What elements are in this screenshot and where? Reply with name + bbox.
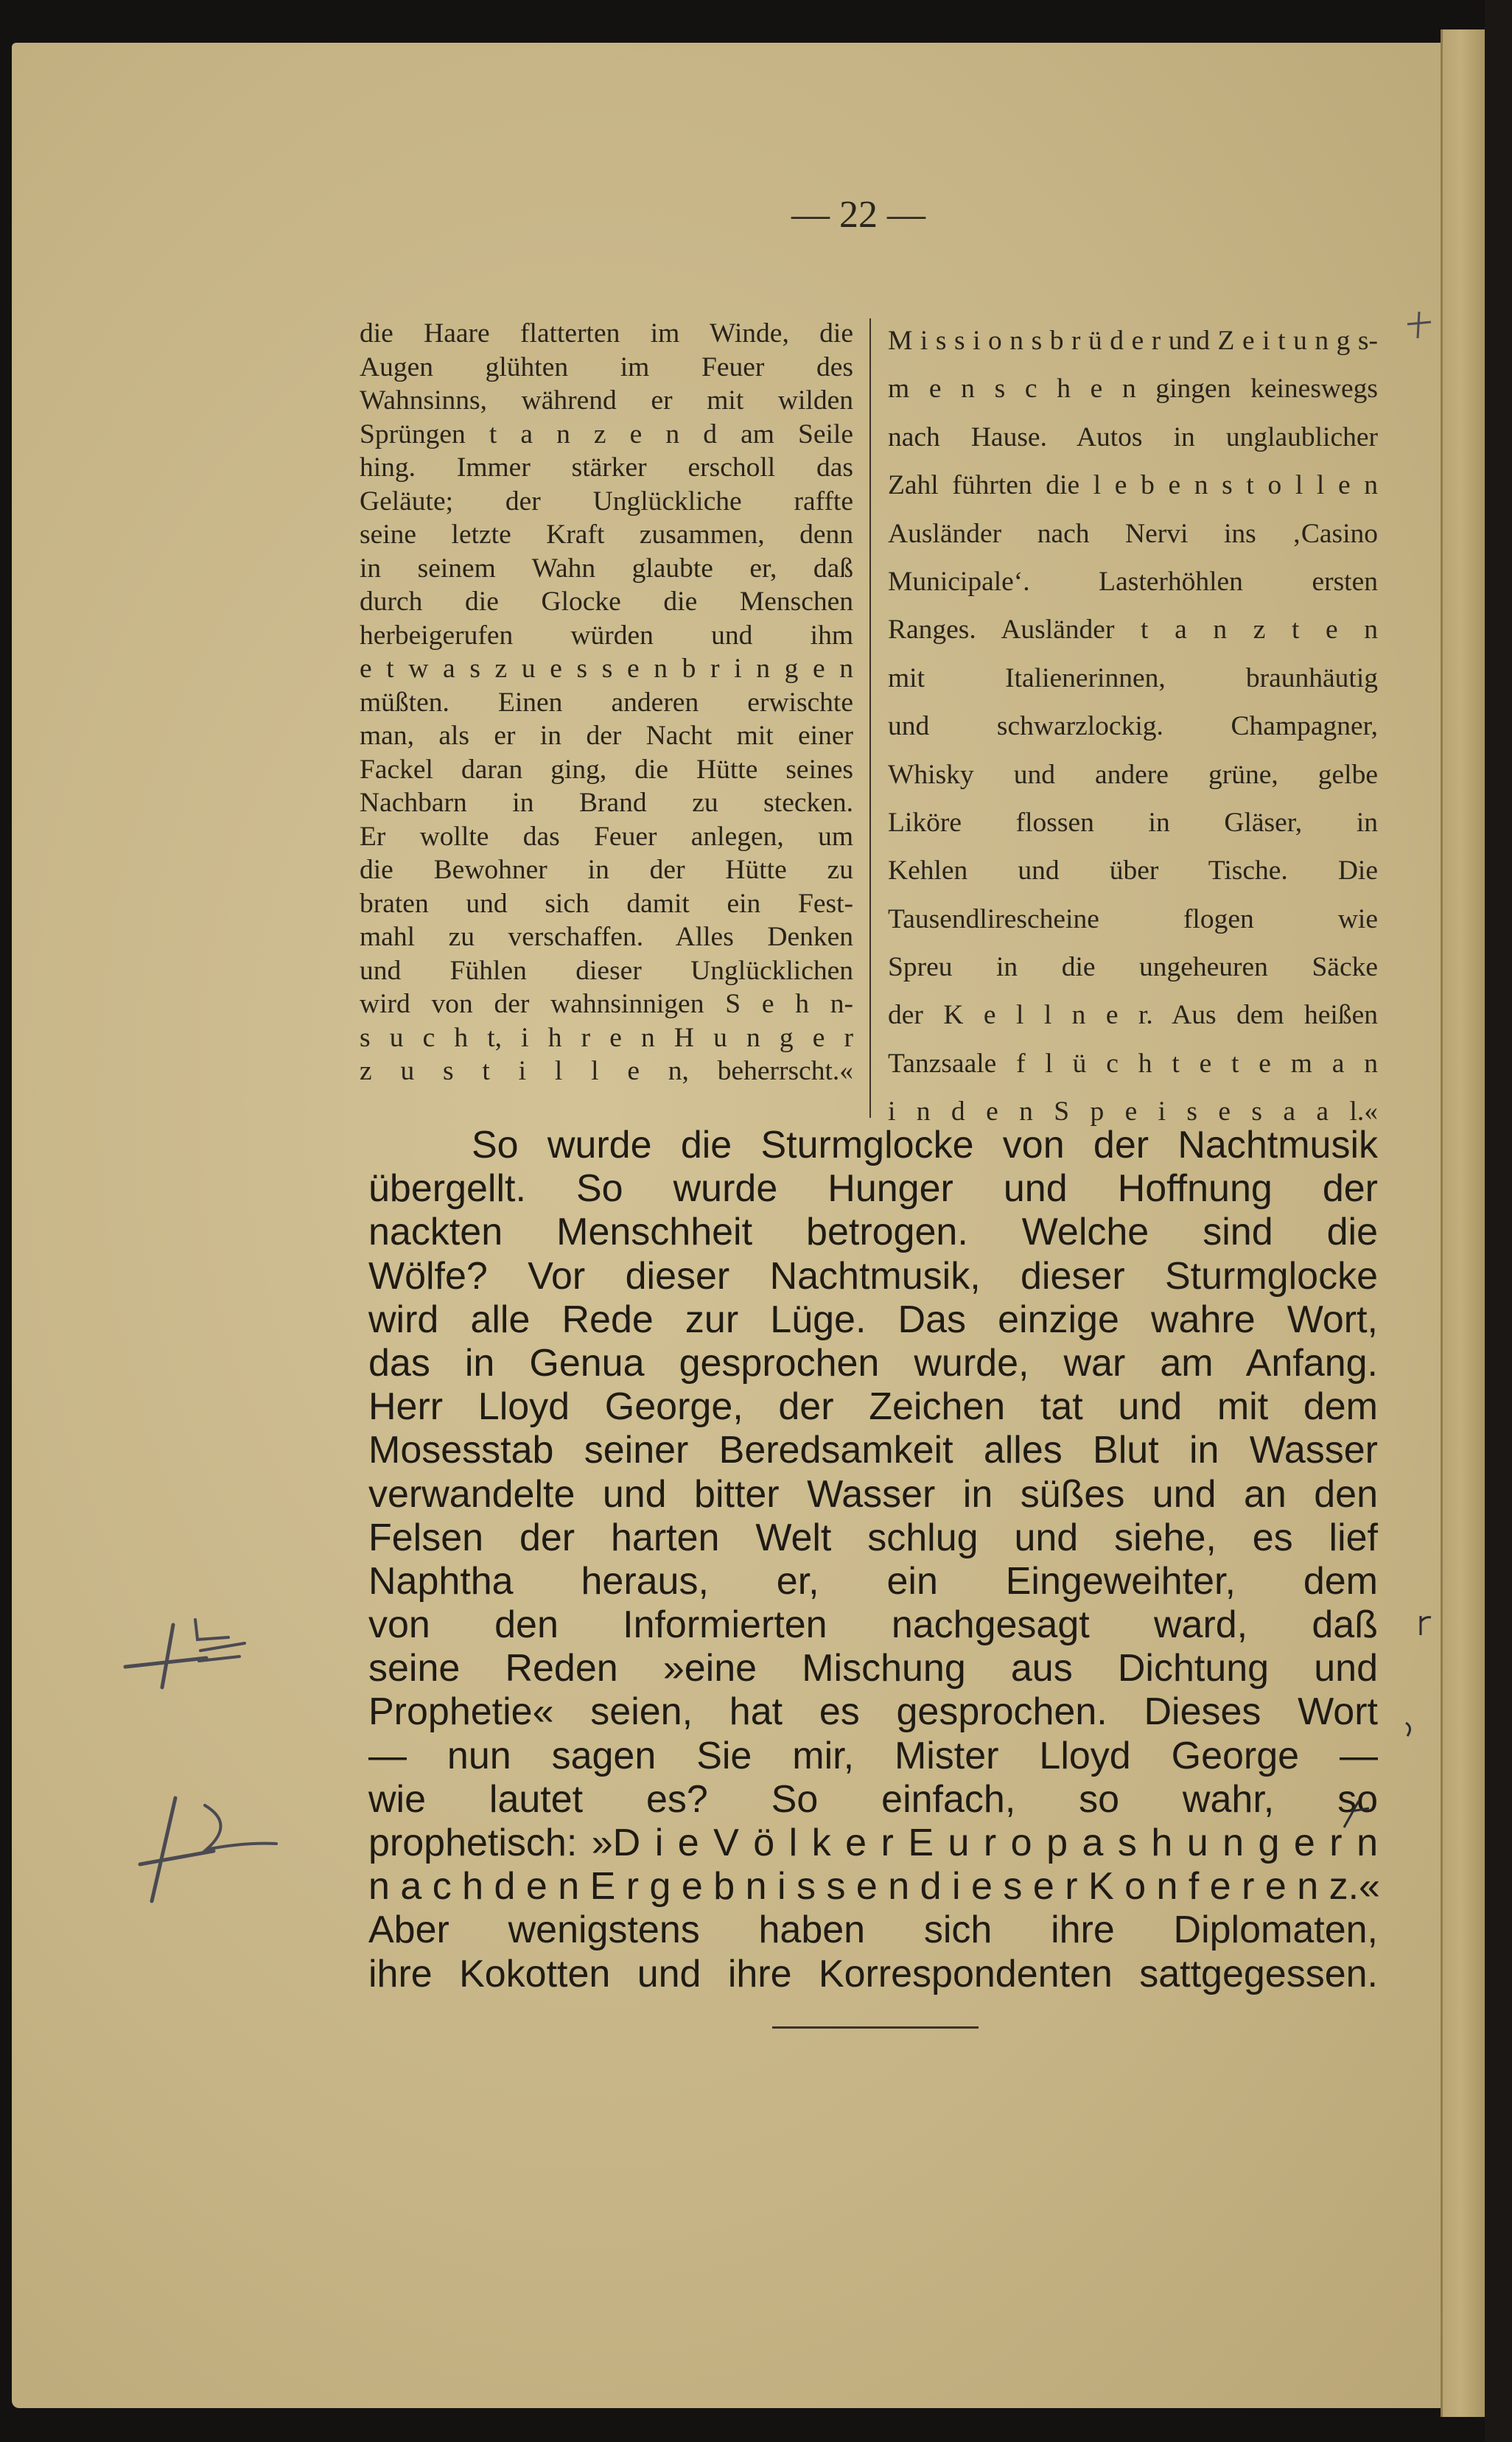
main-paragraph-line: Naphtha heraus, er, ein Eingeweihter, dem <box>368 1559 1378 1603</box>
proof-mark-comma <box>1399 1710 1421 1739</box>
scan-background-edge <box>1485 0 1512 2442</box>
right-column-line: Municipale‘. Lasterhöhlen ersten <box>888 566 1378 597</box>
pencil-cross-mark <box>1400 306 1437 343</box>
right-column-line: Tanzsaale f l ü c h t e t e m a n <box>888 1048 1378 1079</box>
right-column-line: Liköre flossen in Gläser, in <box>888 807 1378 838</box>
main-paragraph-line: — nun sagen Sie mir, Mister Lloyd George — <box>368 1734 1378 1777</box>
main-paragraph-line: übergellt. So wurde Hunger und Hoffnung der <box>368 1167 1378 1211</box>
left-column-line: s u c h t, i h r e n H u n g e r <box>360 1022 853 1053</box>
main-paragraph-line: Herr Lloyd George, der Zeichen tat und mit dem <box>368 1385 1378 1429</box>
right-column-line: nach Hause. Autos in unglaublicher <box>888 421 1378 452</box>
left-column-line: herbeigerufen würden und ihm <box>360 620 853 651</box>
right-column-line: Ausländer nach Nervi ins ‚Casino <box>888 518 1378 549</box>
right-column-line: Kehlen und über Tische. Die <box>888 856 1378 886</box>
main-paragraph-line: seine Reden »eine Mischung aus Dichtung und <box>368 1647 1378 1690</box>
main-paragraph-line: n a c h d e n E r g e b n i s s e n d i e s e r K o n f e r e n z.« <box>368 1865 1380 1909</box>
left-column-line: wird von der wahnsinnigen S e h n- <box>360 989 853 1019</box>
page-number: — 22 — <box>791 194 925 236</box>
right-column-line: Tausendlirescheine flogen wie <box>888 903 1378 934</box>
left-column-line: in seinem Wahn glaubte er, daß <box>360 553 853 584</box>
right-column-line: Whisky und andere grüne, gelbe <box>888 759 1378 790</box>
right-column-line: M i s s i o n s b r ü d e r und Z e i t u n g s- <box>888 326 1378 356</box>
left-column-line: durch die Glocke die Menschen <box>360 587 853 617</box>
left-column-line: Augen glühten im Feuer des <box>360 351 853 382</box>
main-paragraph-line: Prophetie« seien, hat es gesprochen. Dieses Wort <box>368 1690 1378 1734</box>
left-column-line: Wahnsinns, während er mit wilden <box>360 385 853 416</box>
left-column-line: e t w a s z u e s s e n b r i n g e n <box>360 654 853 684</box>
main-paragraph-line: wird alle Rede zur Lüge. Das einzige wahre Wort, <box>368 1298 1378 1341</box>
main-paragraph-line: nackten Menschheit betrogen. Welche sind die <box>368 1211 1378 1254</box>
right-column-line: Spreu in die ungeheuren Säcke <box>888 952 1378 983</box>
main-paragraph-line: von den Informierten nachgesagt ward, daß <box>368 1603 1378 1647</box>
left-column-line: und Fühlen dieser Unglücklichen <box>360 955 853 986</box>
main-paragraph-line: das in Genua gesprochen wurde, war am Anfang. <box>368 1341 1378 1385</box>
main-paragraph-line: Wölfe? Vor dieser Nachtmusik, dieser Sturmglocke <box>368 1254 1378 1298</box>
left-column-line: Fackel daran ging, die Hütte seines <box>360 754 853 785</box>
left-column-line: man, als er in der Nacht mit einer <box>360 721 853 751</box>
left-column-line: Er wollte das Feuer anlegen, um <box>360 821 853 852</box>
column-divider <box>869 318 871 1118</box>
right-column-line: m e n s c h e n gingen keineswegs <box>888 374 1378 405</box>
left-column-line: mahl zu verschaffen. Alles Denken <box>360 922 853 952</box>
right-column-line: mit Italienerinnen, braunhäutig <box>888 662 1378 693</box>
pencil-mark-upper <box>118 1599 258 1695</box>
main-paragraph-line: So wurde die Sturmglocke von der Nachtmusik <box>472 1124 1378 1166</box>
left-column-line: die Bewohner in der Hütte zu <box>360 855 853 885</box>
main-paragraph-line: Mosesstab seiner Beredsamkeit alles Blut in Wasser <box>368 1429 1378 1472</box>
left-column <box>360 317 853 1088</box>
right-column-line: Zahl führten die l e b e n s t o l l e n <box>888 470 1378 501</box>
main-paragraph-line: ihre Kokotten und ihre Korrespondenten sattgegessen. <box>368 1952 1378 1995</box>
main-paragraph <box>368 1124 1378 1996</box>
left-column-line: hing. Immer stärker erscholl das <box>360 452 853 483</box>
pencil-mark-lower <box>133 1783 287 1909</box>
left-column-line: z u s t i l l e n, beherrscht.« <box>360 1056 853 1086</box>
left-column-line: Sprüngen t a n z e n d am Seile <box>360 419 853 449</box>
main-paragraph-line: wie lautet es? So einfach, so wahr, so <box>368 1777 1378 1821</box>
left-column-line: die Haare flatterten im Winde, die <box>360 318 853 349</box>
right-column-line: Ranges. Ausländer t a n z t e n <box>888 615 1378 646</box>
proof-mark-slash <box>1334 1791 1378 1835</box>
left-column-line: seine letzte Kraft zusammen, denn <box>360 519 853 550</box>
left-column-line: braten und sich damit ein Fest- <box>360 888 853 919</box>
left-column-line: Nachbarn in Brand zu stecken. <box>360 788 853 818</box>
end-rule <box>772 2026 979 2029</box>
main-paragraph-line: prophetisch: »D i e V ö l k e r E u r o p a s h u n g e r n <box>368 1822 1378 1864</box>
main-paragraph-line: Felsen der harten Welt schlug und siehe, es lief <box>368 1516 1378 1559</box>
main-paragraph-line: verwandelte und bitter Wasser in süßes und an den <box>368 1472 1378 1516</box>
proof-mark-r <box>1415 1610 1437 1640</box>
left-column-line: müßten. Einen anderen erwischte <box>360 687 853 718</box>
right-column-line: und schwarzlockig. Champagner, <box>888 711 1378 742</box>
right-column-line: der K e l l n e r. Aus dem heißen <box>888 1000 1378 1031</box>
main-paragraph-line: Aber wenigstens haben sich ihre Diplomaten, <box>368 1909 1378 1952</box>
right-column <box>888 317 1378 1136</box>
left-column-line: Geläute; der Unglückliche raffte <box>360 486 853 517</box>
page-spine-edge <box>1441 29 1487 2417</box>
right-column-line: i n d e n S p e i s e s a a l.« <box>888 1096 1378 1127</box>
